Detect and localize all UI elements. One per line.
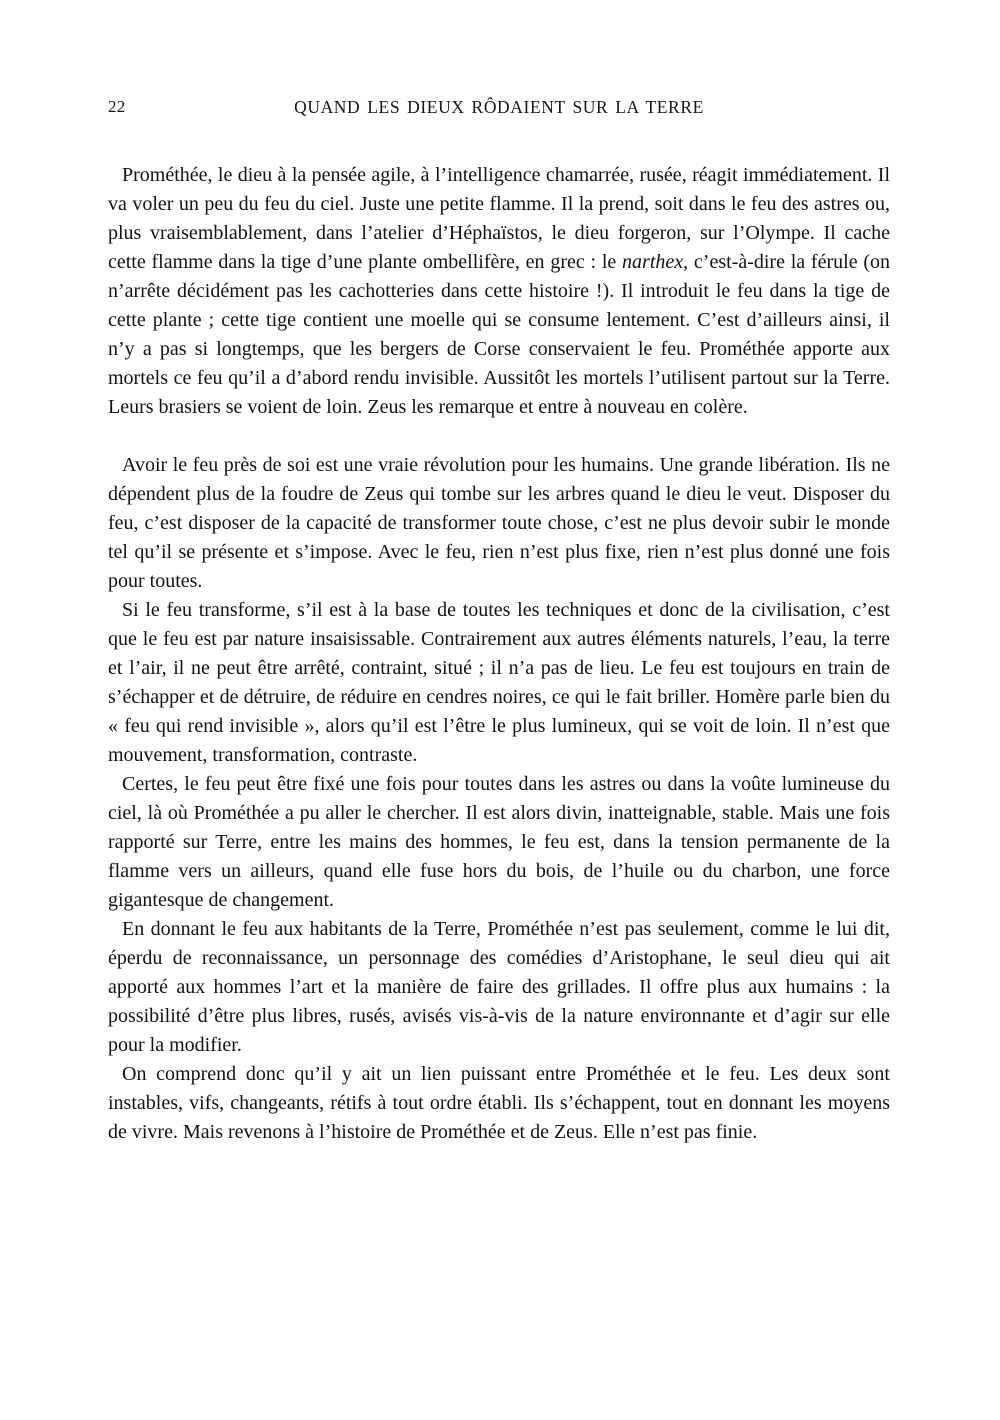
paragraph bbox=[108, 915, 890, 1060]
paragraph bbox=[108, 161, 890, 422]
text-run: , c’est-à-dire la férule (on n’arrête décidément pas les cachotteries dans cette histoire !). Il introduit le feu dans la tige de cette plante ; cette tige contient une moelle qui se consume lentement. C’est d’ailleurs ainsi, il n’y a pas si longtemps, que les bergers de Corse conservaient le feu. Prométhée apporte aux mortels ce feu qu’il a d’abord rendu invisible. Aussitôt les mortels l’utilisent partout sur la Terre. Leurs brasiers se voient de loin. Zeus les remarque et entre à nouveau en colère. bbox=[108, 251, 890, 418]
text-run: On comprend donc qu’il y ait un lien puissant entre Prométhée et le feu. Les deux sont instables, vifs, changeants, rétifs à tout ordre établi. Ils s’échappent, tout en donnant les moyens de vivre. Mais revenons à l’histoire de Prométhée et de Zeus. Elle n’est pas finie. bbox=[108, 1063, 890, 1143]
text-run: Avoir le feu près de soi est une vraie révolution pour les humains. Une grande libération. Ils ne dépendent plus de la foudre de Zeus qui tombe sur les arbres quand le dieu le veut. Disposer du feu, c’est disposer de la capacité de transformer toute chose, c’est ne plus devoir subir le monde tel qu’il se présente et s’impose. Avec le feu, rien n’est plus fixe, rien n’est plus donné une fois pour toutes. bbox=[108, 454, 890, 592]
page-header bbox=[108, 97, 890, 121]
page-number: 22 bbox=[108, 97, 126, 116]
italic-text: narthex bbox=[622, 251, 684, 273]
paragraph bbox=[108, 451, 890, 596]
text-run: En donnant le feu aux habitants de la Terre, Prométhée n’est pas seulement, comme le lui dit, éperdu de reconnaissance, un personnage des comédies d’Aristophane, le seul dieu qui ait apporté aux hommes l’art et la manière de faire des grillades. Il offre plus aux humains : la possibilité d’être plus libres, rusés, avisés vis-à-vis de la nature environnante et d’agir sur elle pour la modifier. bbox=[108, 918, 890, 1056]
text-run: Si le feu transforme, s’il est à la base de toutes les techniques et donc de la civilisation, c’est que le feu est par nature insaisissable. Contrairement aux autres éléments naturels, l’eau, la terre et l’air, il ne peut être arrêté, contraint, situé ; il n’a pas de lieu. Le feu est toujours en train de s’échapper et de détruire, de réduire en cendres noires, ce qui le fait briller. Homère parle bien du « feu qui rend invisible », alors qu’il est l’être le plus lumineux, qui se voit de loin. Il n’est que mouvement, transformation, contraste. bbox=[108, 599, 890, 766]
paragraph bbox=[108, 770, 890, 915]
paragraph bbox=[108, 596, 890, 770]
text-run: Prométhée, le dieu à la pensée agile, à l’intelligence chamarrée, rusée, réagit immédiatement. Il va voler un peu du feu du ciel. Juste une petite flamme. Il la prend, soit dans le feu des astres ou, plus vraisemblablement, dans l’atelier d’Héphaïstos, le dieu forgeron, sur l’Olympe. Il cache cette flamme dans la tige d’une plante ombellifère, en grec : le bbox=[108, 164, 890, 273]
text-block bbox=[108, 97, 890, 1147]
body-text bbox=[108, 161, 890, 1147]
text-run: Certes, le feu peut être fixé une fois pour toutes dans les astres ou dans la voûte lumineuse du ciel, là où Prométhée a pu aller le chercher. Il est alors divin, inatteignable, stable. Mais une fois rapporté sur Terre, entre les mains des hommes, le feu est, dans la tension permanente de la flamme vers un ailleurs, quand elle fuse hors du bois, de l’huile ou du charbon, une force gigantesque de changement. bbox=[108, 773, 890, 911]
paragraph bbox=[108, 1060, 890, 1147]
running-title: QUAND LES DIEUX RÔDAIENT SUR LA TERRE bbox=[294, 97, 704, 117]
